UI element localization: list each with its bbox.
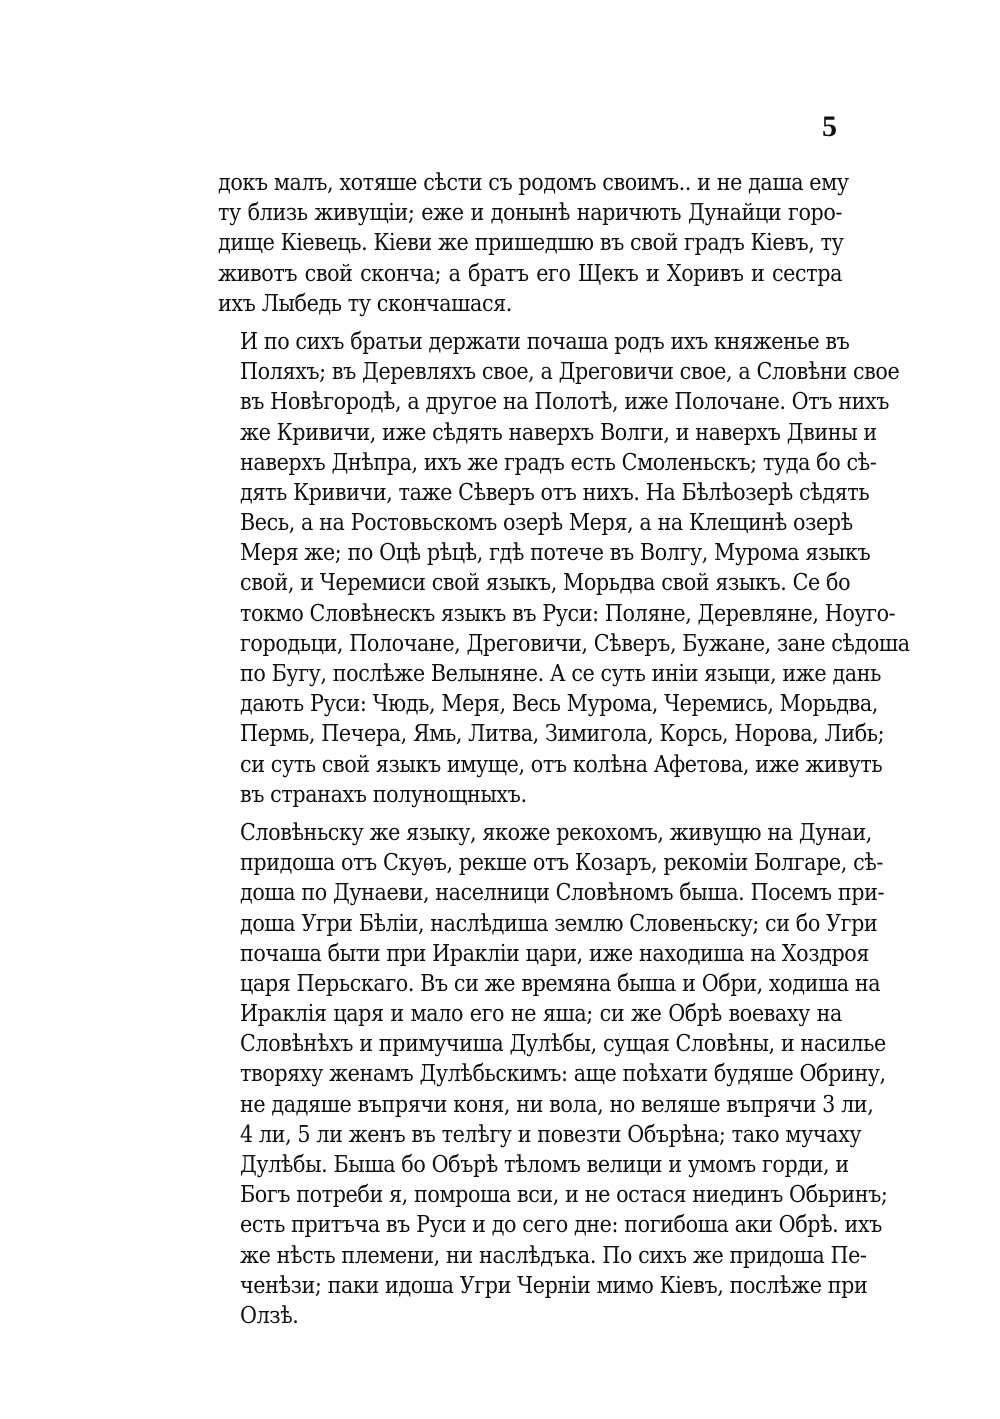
text-line: дище Кіевець. Кіеви же пришедшю въ свой градъ Кіевъ, ту <box>218 230 844 257</box>
text-line: въ Новѣгородѣ, а другое на Полотѣ, иже Полочане. Отъ нихъ <box>240 389 890 416</box>
paragraph <box>218 818 888 1331</box>
text-line: Словѣньску же языку, якоже рекохомъ, живущю на Дунаи, <box>240 819 872 846</box>
text-line: въ странахъ полунощныхъ. <box>240 781 527 808</box>
text-line: ту близь живущіи; еже и донынѣ наричють Дунайци горо- <box>218 200 842 227</box>
text-line: Пермь, Печера, Ямь, Литва, Зимигола, Корсь, Норова, Либь; <box>240 721 885 748</box>
text-line: Меря же; по Оцѣ рѣцѣ, гдѣ потече въ Волгу, Мурома языкъ <box>240 540 871 567</box>
text-line: Богъ потреби я, помроша вси, и не остася ниединъ Обьринъ; <box>240 1182 888 1209</box>
text-line: царя Перьскаго. Въ си же времяна быша и Обри, ходиша на <box>240 970 881 997</box>
text-line: ченѣзи; паки идоша Угри Черніи мимо Кіевъ, послѣже при <box>240 1272 868 1299</box>
body-text <box>218 168 910 1331</box>
text-line: докъ малъ, хотяше сѣсти съ родомъ своимъ.. и не даша ему <box>218 170 849 196</box>
text-line: 4 ли, 5 ли женъ въ телѣгу и повезти Обърѣна; тако мучаху <box>240 1121 862 1148</box>
text-line: Словѣнѣхъ и примучиша Дулѣбы, сущая Словѣны, и насилье <box>240 1031 886 1058</box>
text-line: Весь, а на Ростовьскомъ озерѣ Меря, а на Клещинѣ озерѣ <box>240 510 853 537</box>
text-line: дають Руси: Чюдь, Меря, Весь Мурома, Черемись, Морьдва, <box>240 691 878 718</box>
text-line: наверхъ Днѣпра, ихъ же градъ есть Смоленьскъ; туда бо сѣ- <box>240 449 877 476</box>
text-line: же нѣсть племени, ни наслѣдъка. По сихъ же придоша Пе- <box>240 1242 867 1269</box>
text-line: же Кривичи, иже сѣдять наверхъ Волги, и наверхъ Двины и <box>240 419 877 446</box>
text-line: животъ свой сконча; а братъ его Щекъ и Хоривъ и сестра <box>218 260 842 287</box>
text-line: почаша быти при Иракліи цари, иже находиша на Хоздроя <box>240 940 869 967</box>
paragraph <box>218 327 910 810</box>
text-line: Олзѣ. <box>240 1302 299 1329</box>
text-line: не дадяше въпрячи коня, ни вола, но веляше въпрячи 3 ли, <box>240 1091 874 1118</box>
text-line: доша по Дунаеви, населници Словѣномъ быша. Посемъ при- <box>240 880 885 907</box>
text-line: придоша отъ Скуѳъ, рекше отъ Козаръ, рекоміи Болгаре, сѣ- <box>240 850 883 877</box>
page-number: 5 <box>822 110 837 143</box>
paragraph <box>218 168 849 319</box>
text-line: токмо Словѣнескъ языкъ въ Руси: Поляне, Деревляне, Ноуго- <box>240 600 896 627</box>
text-line: Поляхъ; въ Деревляхъ свое, а Дреговичи свое, а Словѣни свое <box>240 359 900 386</box>
text-line: си суть свой языкъ имуще, отъ колѣна Афетова, иже живуть <box>240 751 883 778</box>
text-line: Дулѣбы. Быша бо Обърѣ тѣломъ велици и умомъ горди, и <box>240 1152 849 1178</box>
text-line: творяху женамъ Дулѣбьскимъ: аще поѣхати будяше Обрину, <box>240 1061 886 1088</box>
text-line: ихъ Лыбедь ту скончашася. <box>218 290 512 317</box>
text-line: свой, и Черемиси свой языкъ, Морьдва свой языкъ. Се бо <box>240 570 851 597</box>
text-line: дять Кривичи, таже Сѣверъ отъ нихъ. На Бѣлѣозерѣ сѣдять <box>240 479 870 506</box>
text-line: городьци, Полочане, Дреговичи, Сѣверъ, Бужане, зане сѣдоша <box>240 630 910 657</box>
text-line: Ираклія царя и мало его не яша; си же Обрѣ воеваху на <box>240 1001 842 1028</box>
text-line: доша Угри Бѣліи, наслѣдиша землю Словеньску; си бо Угри <box>240 910 878 937</box>
text-line: есть притъча въ Руси и до сего дне: погибоша аки Обрѣ. ихъ <box>240 1212 882 1239</box>
text-line: И по сихъ братьи держати почаша родъ ихъ княженье въ <box>240 328 850 355</box>
text-line: по Бугу, послѣже Велыняне. А се суть иніи языци, иже дань <box>240 661 881 687</box>
